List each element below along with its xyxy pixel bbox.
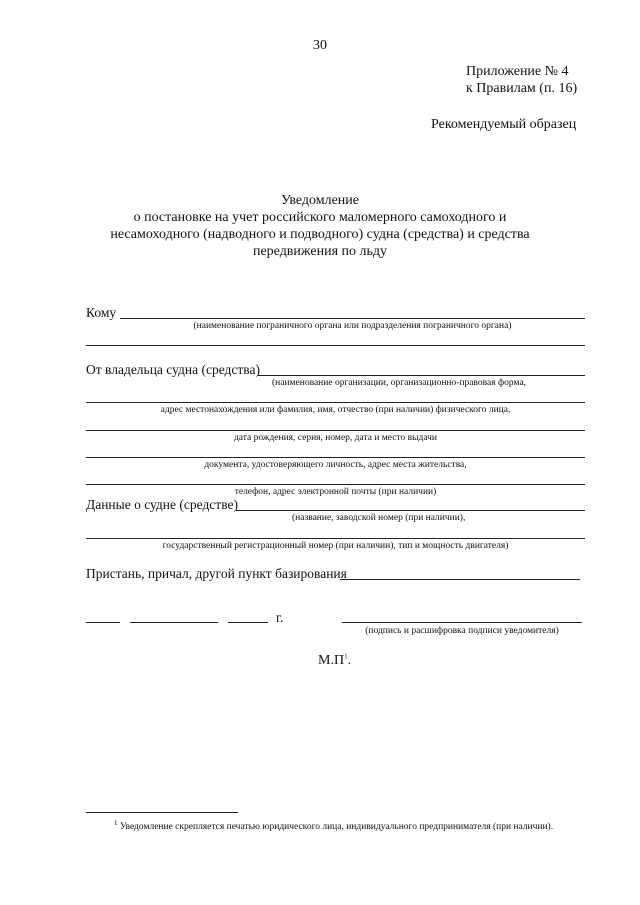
footnote-mark: 1 [114, 818, 118, 827]
date-day-line[interactable] [86, 622, 120, 623]
owner-field-line-5[interactable] [86, 484, 585, 485]
owner-caption-3: дата рождения, серия, номер, дата и место выдачи [233, 433, 438, 443]
pier-field-line[interactable] [340, 579, 580, 580]
stamp-label: М.П [318, 653, 345, 668]
owner-caption-2: адрес местонахождения или фамилия, имя, отчество (при наличии) физического лица, [160, 405, 511, 415]
document-subtitle-line3: передвижения по льду [252, 244, 388, 259]
document-title: Уведомление [280, 193, 359, 208]
vessel-field-line[interactable] [236, 510, 585, 511]
date-month-line[interactable] [130, 622, 218, 623]
appendix-label: Приложение № 4 [466, 64, 569, 79]
owner-field-line-2[interactable] [86, 402, 585, 403]
vessel-caption-2: государственный регистрационный номер (при наличии), тип и мощность двигателя) [162, 541, 509, 551]
document-subtitle-line1: о постановке на учет российского маломерного самоходного и [133, 210, 507, 225]
owner-caption-1: (наименование организации, организационно-правовая форма, [272, 378, 527, 388]
to-caption: (наименование пограничного органа или подразделения пограничного органа) [193, 321, 512, 331]
vessel-field-line-2[interactable] [86, 538, 585, 539]
owner-label: От владельца судна (средства) [86, 362, 260, 377]
stamp-footnote-mark: 1 [344, 652, 348, 661]
pier-label: Пристань, причал, другой пункт базирования [86, 566, 347, 581]
to-field-line-2[interactable] [86, 345, 585, 346]
rules-reference: к Правилам (п. 16) [466, 81, 578, 96]
owner-caption-4: документа, удостоверяющего личность, адрес места жительства, [204, 460, 467, 470]
date-year-line[interactable] [228, 622, 268, 623]
stamp-place: $М.П^1$. [318, 652, 352, 668]
signature-line[interactable] [342, 622, 582, 623]
owner-field-line[interactable] [258, 375, 585, 376]
signature-caption: (подпись и расшифровка подписи уведомителя) [365, 626, 559, 636]
to-label: Кому [86, 305, 117, 320]
footnote-text: Уведомление скрепляется печатью юридического лица, индивидуального предпринимателя (при наличии). [119, 822, 554, 832]
vessel-label: Данные о судне (средстве) [86, 497, 238, 512]
year-suffix: г. [276, 610, 284, 625]
page-number: 30 [313, 38, 327, 53]
footnote [86, 820, 586, 835]
owner-caption-5: телефон, адрес электронной почты (при наличии) [234, 487, 437, 497]
document-subtitle-line2: несамоходного (надводного и подводного) судна (средства) и средства [110, 227, 530, 242]
owner-field-line-4[interactable] [86, 457, 585, 458]
owner-field-line-3[interactable] [86, 430, 585, 431]
footnote-separator [86, 812, 238, 813]
vessel-caption-1: (название, заводской номер (при наличии), [292, 513, 466, 523]
to-field-line[interactable] [120, 318, 585, 319]
sample-label: Рекомендуемый образец [431, 117, 577, 132]
